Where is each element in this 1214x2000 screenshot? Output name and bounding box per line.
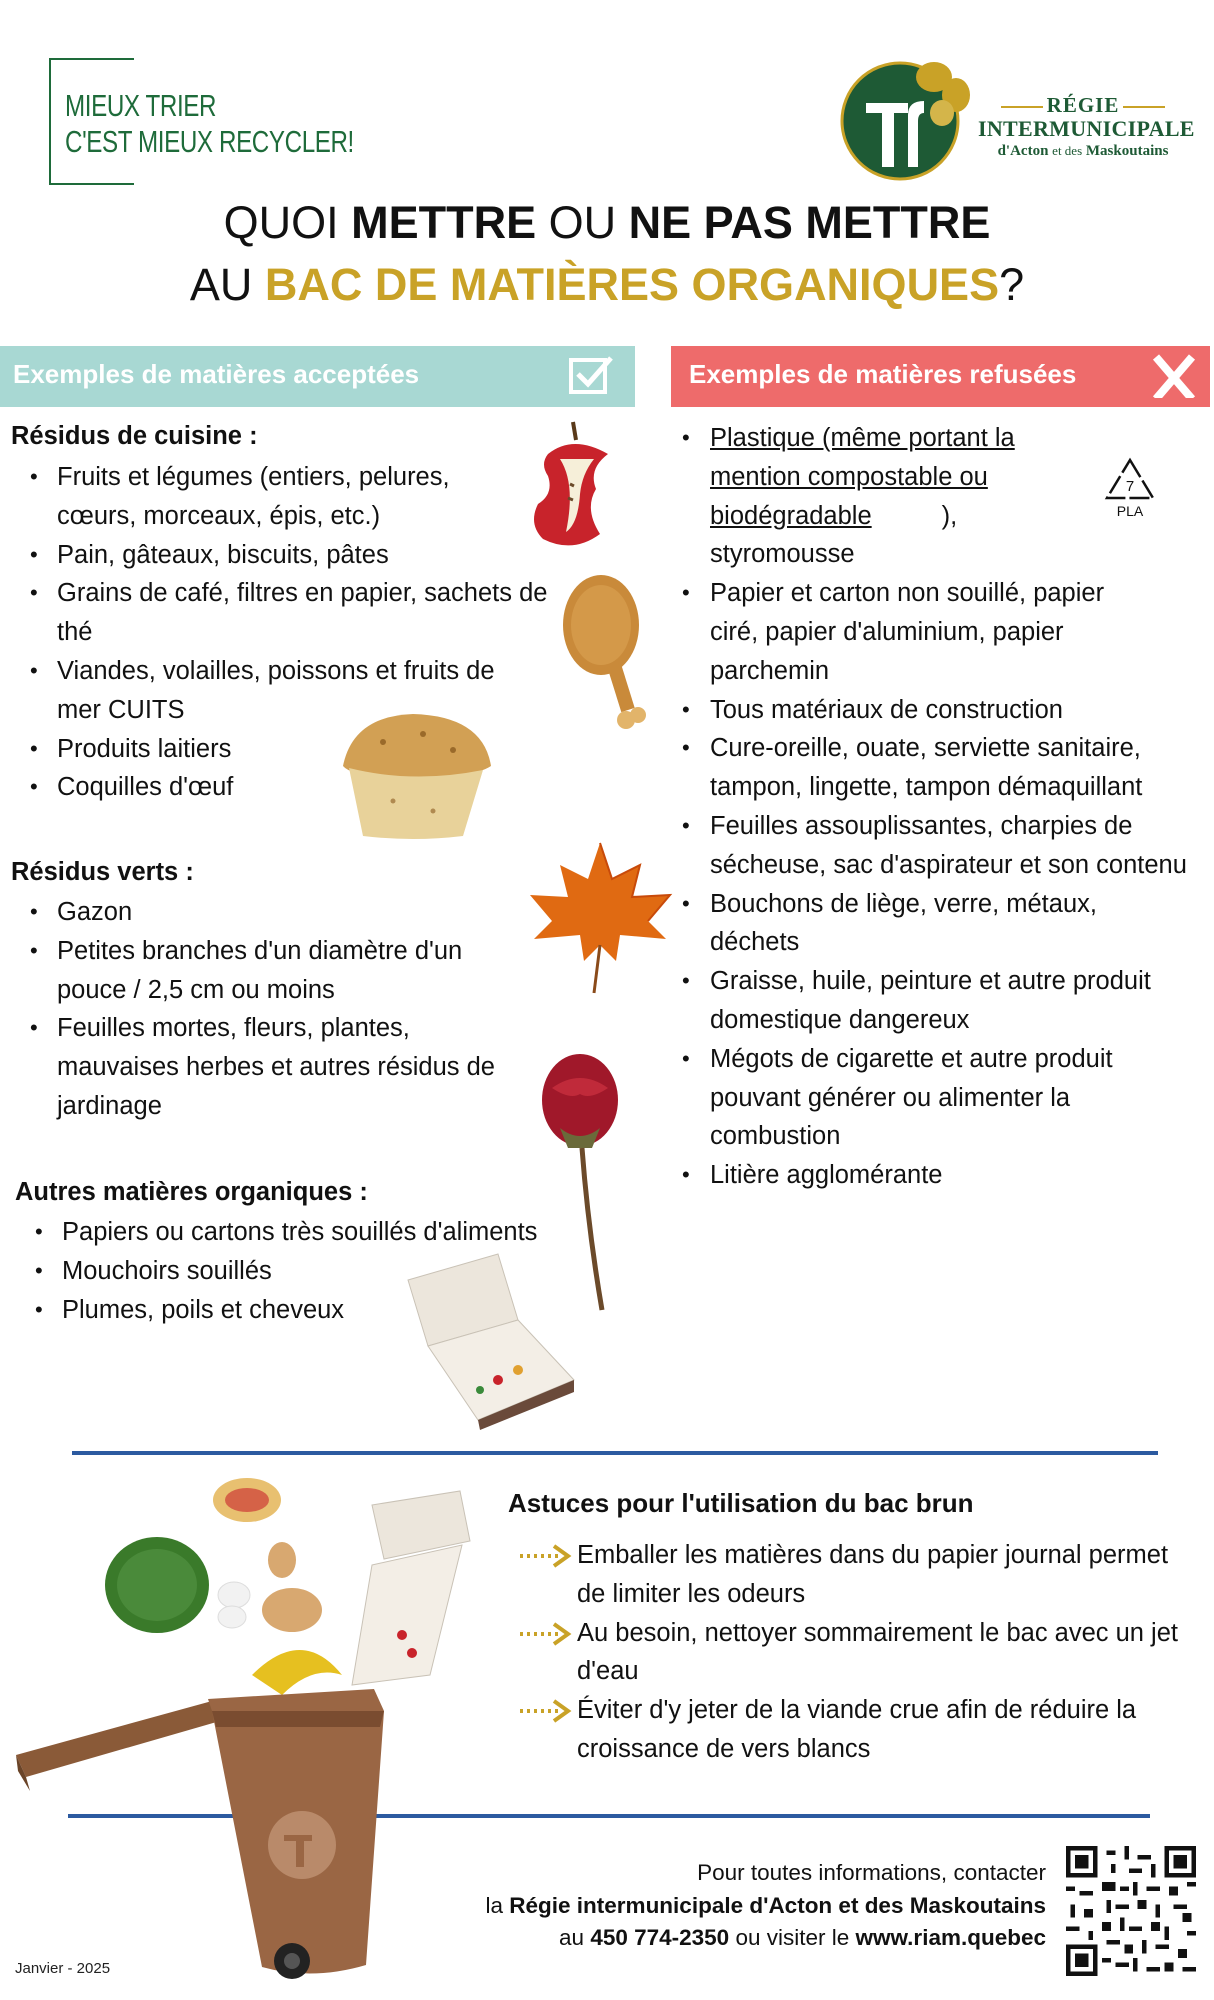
title-line-2 xyxy=(0,254,1214,316)
plastic-rest: ), styromousse xyxy=(710,501,958,569)
title-bold-ne-pas-mettre: NE PAS METTRE xyxy=(628,197,991,248)
list-item: • Mégots de cigarette et autre produit pouvant générer ou alimenter la combustion xyxy=(670,1040,1150,1156)
pla-number: 7 xyxy=(1125,478,1135,495)
tip-item xyxy=(518,1691,1178,1769)
brown-bin-illustration xyxy=(12,1475,482,1995)
list-item: • Plumes, poils et cheveux xyxy=(15,1291,615,1330)
slogan-frame-top xyxy=(49,58,134,60)
list-item: • Petites branches d'un diamètre d'un pouce / 2,5 cm ou moins xyxy=(10,932,500,1010)
riam-logo xyxy=(838,55,1195,185)
plastic-underlined: Plastique (même portant la mention compostable ou biodégradable xyxy=(710,424,1015,530)
kitchen-title: Résidus de cuisine : xyxy=(11,422,258,450)
refused-list xyxy=(670,419,1200,1195)
contact-info xyxy=(486,1857,1046,1955)
contact-line-1: Pour toutes informations, contacter xyxy=(697,1860,1046,1885)
list-item: • Cure-oreille, ouate, serviette sanitaire, tampon, lingette, tampon démaquillant xyxy=(670,729,1200,807)
list-item: • Coquilles d'œuf xyxy=(10,768,570,807)
contact-text: au xyxy=(559,1925,591,1950)
page-title xyxy=(0,192,1214,316)
separator-top xyxy=(72,1451,1158,1455)
tip-text: Éviter d'y jeter de la viande crue afin de réduire la croissance de vers blancs xyxy=(577,1696,1137,1763)
recycle-7-pla-icon xyxy=(1103,456,1157,518)
list-item: • Pain, gâteaux, biscuits, pâtes xyxy=(10,536,570,575)
slogan-frame xyxy=(49,58,51,185)
riam-logo-icon xyxy=(838,55,973,185)
list-item: • Bouchons de liège, verre, métaux, déchets xyxy=(670,885,1140,963)
title-bold-mettre: METTRE xyxy=(351,197,537,248)
publication-date: Janvier - 2025 xyxy=(15,1960,111,1977)
pizza-box-illustration xyxy=(398,1250,578,1430)
contact-line-2 xyxy=(486,1890,1046,1923)
list-item: • Gazon xyxy=(10,893,510,932)
list-item: • Tous matériaux de construction xyxy=(670,691,1200,730)
list-item: • Mouchoirs souillés xyxy=(15,1252,615,1291)
phone-number[interactable]: 450 774-2350 xyxy=(590,1925,730,1950)
list-item: • Viandes, volailles, poissons et fruits de mer CUITS xyxy=(10,652,540,730)
slogan-line-1: MIEUX TRIER xyxy=(65,88,217,123)
apple-core-illustration xyxy=(518,414,628,554)
pla-label: PLA xyxy=(1116,503,1144,518)
tips-title: Astuces pour l'utilisation du bac brun xyxy=(508,1488,974,1518)
chicken-drumstick-illustration xyxy=(556,570,656,735)
contact-text: la xyxy=(485,1892,510,1918)
green-title: Résidus verts : xyxy=(11,858,194,886)
qr-code-icon[interactable] xyxy=(1066,1846,1196,1976)
logo-text xyxy=(978,93,1195,159)
logo-maskoutains: Maskoutains xyxy=(1085,143,1169,159)
list-item: • Produits laitiers xyxy=(10,730,570,769)
slogan xyxy=(49,58,354,185)
logo-acton: d'Acton xyxy=(997,143,1049,159)
contact-org-name: Régie intermunicipale d'Acton et des Maskoutains xyxy=(509,1892,1046,1918)
list-item: • Papier et carton non souillé, papier ciré, papier d'aluminium, papier parchemin xyxy=(670,574,1130,690)
logo-word-regie: RÉGIE xyxy=(1046,93,1120,117)
list-item: • Grains de café, filtres en papier, sachets de thé xyxy=(10,574,570,652)
accepted-header xyxy=(0,346,635,407)
muffin-illustration xyxy=(323,706,501,842)
contact-line-3 xyxy=(486,1922,1046,1955)
tips-list xyxy=(518,1536,1178,1769)
tip-item xyxy=(518,1614,1178,1692)
maple-leaf-illustration xyxy=(520,835,680,995)
list-item: • Feuilles assouplissantes, charpies de sécheuse, sac d'aspirateur et son contenu xyxy=(670,807,1200,885)
website-link[interactable]: www.riam.quebec xyxy=(855,1925,1046,1950)
title-text: ? xyxy=(999,259,1025,310)
accepted-header-label: Exemples de matières acceptées xyxy=(13,359,420,389)
logo-line-3 xyxy=(978,144,1188,159)
list-item: • Litière agglomérante xyxy=(670,1156,1200,1195)
dotted-arrow-icon xyxy=(518,1544,574,1568)
logo-line-2: INTERMUNICIPALE xyxy=(978,116,1195,141)
dotted-arrow-icon xyxy=(518,1699,574,1723)
tip-text: Au besoin, nettoyer sommairement le bac avec un jet d'eau xyxy=(577,1618,1178,1686)
title-text: QUOI xyxy=(223,197,352,248)
list-item: • Graisse, huile, peinture et autre produit domestique dangereux xyxy=(670,962,1200,1040)
logo-line-1 xyxy=(978,95,1188,116)
dotted-arrow-icon xyxy=(518,1622,574,1646)
list-item xyxy=(670,419,1070,574)
title-text: OU xyxy=(536,197,629,248)
logo-et-des: et des xyxy=(1052,143,1083,158)
title-highlight: BAC DE MATIÈRES ORGANIQUES xyxy=(264,259,1000,310)
green-list xyxy=(10,893,510,1126)
tip-text: Emballer les matières dans du papier journal permet de limiter les odeurs xyxy=(577,1541,1169,1608)
title-line-1 xyxy=(0,192,1214,254)
cross-icon xyxy=(1152,352,1196,398)
list-item: • Fruits et légumes (entiers, pelures, cœurs, morceaux, épis, etc.) xyxy=(10,458,470,536)
contact-text: ou visiter le xyxy=(729,1925,856,1950)
checkbox-check-icon xyxy=(569,354,613,394)
slogan-line-2: C'EST MIEUX RECYCLER! xyxy=(65,124,354,159)
list-item: • Feuilles mortes, fleurs, plantes, mauvaises herbes et autres résidus de jardinage xyxy=(10,1009,500,1125)
refused-header-label: Exemples de matières refusées xyxy=(689,359,1077,389)
list-item: • Papiers ou cartons très souillés d'aliments xyxy=(15,1213,615,1252)
other-title: Autres matières organiques : xyxy=(15,1178,368,1206)
refused-header xyxy=(671,346,1210,407)
title-text: AU xyxy=(189,259,265,310)
tip-item xyxy=(518,1536,1178,1614)
slogan-frame-bottom xyxy=(49,183,134,185)
